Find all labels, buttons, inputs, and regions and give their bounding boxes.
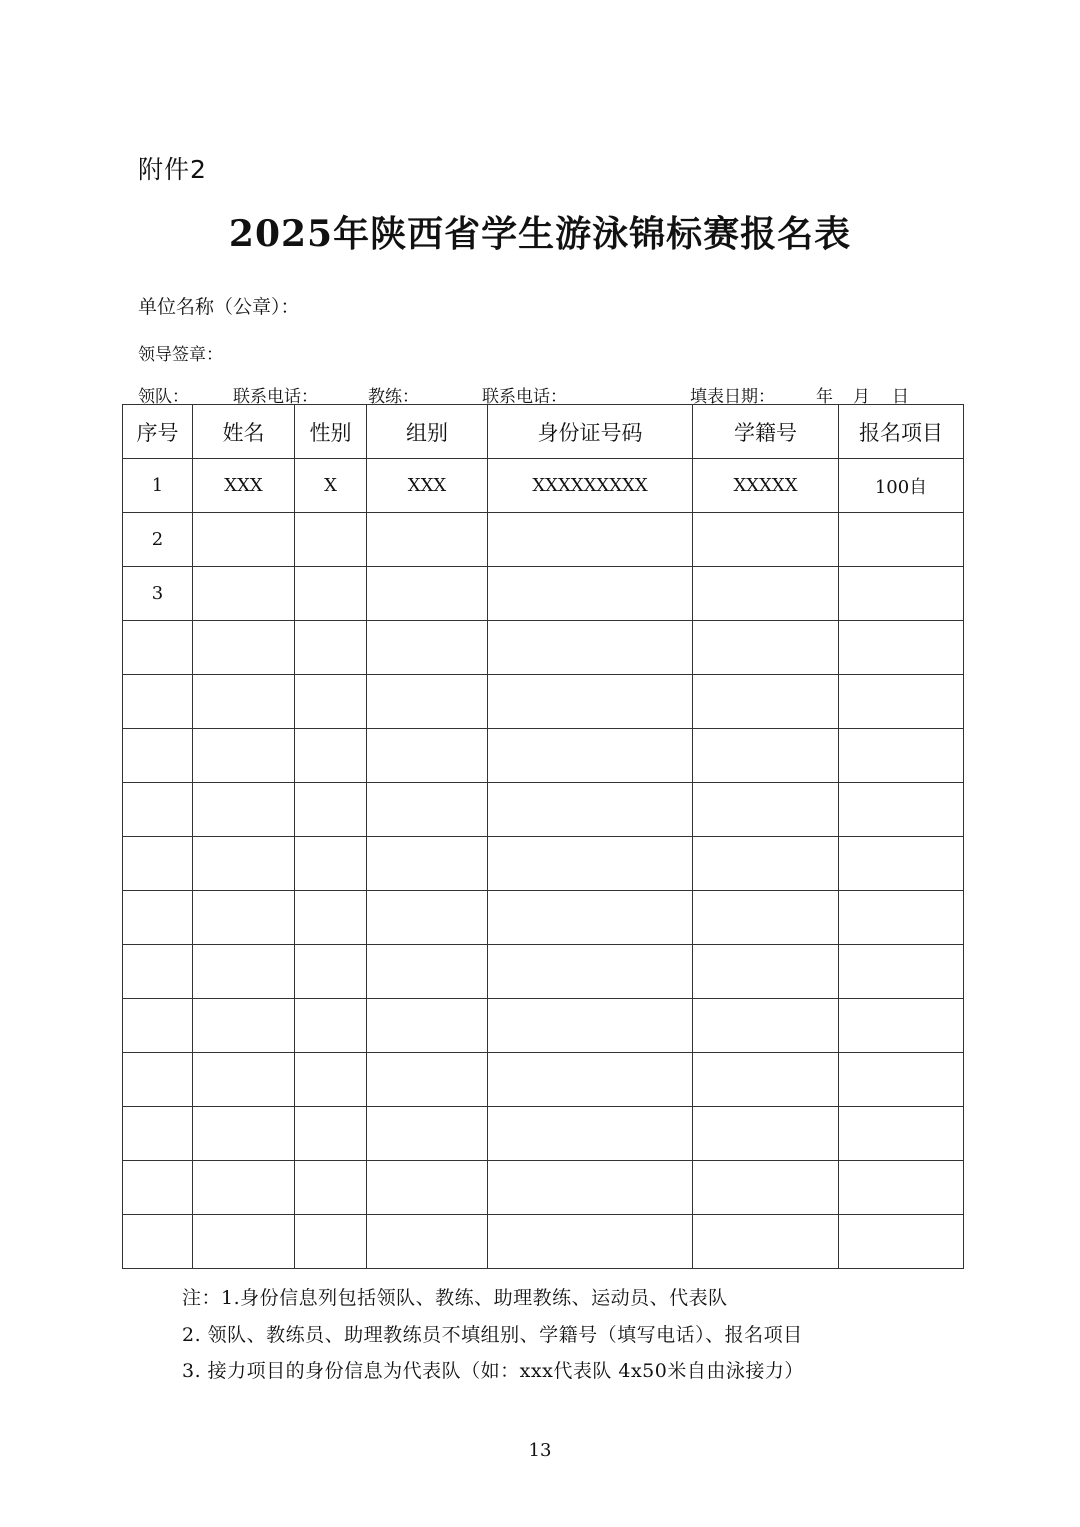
cell-group [367,1215,488,1269]
fill-date-field: 填表日期： [690,387,775,407]
cell-name [193,783,295,837]
note-line-3: 3. 接力项目的身份信息为代表队（如：xxx代表队 4x50米自由泳接力） [182,1360,804,1382]
cell-serial [123,1215,193,1269]
cell-events [839,729,964,783]
cell-id-number [488,513,693,567]
cell-group [367,1161,488,1215]
cell-id-number: XXXXXXXXX [488,459,693,513]
cell-gender [295,1053,367,1107]
cell-name [193,891,295,945]
cell-id-number [488,837,693,891]
table-row [123,729,964,783]
cell-events [839,513,964,567]
cell-events [839,1107,964,1161]
table-row [123,1107,964,1161]
cell-events [839,675,964,729]
cell-serial [123,675,193,729]
table-row [123,999,964,1053]
cell-gender [295,837,367,891]
cell-group [367,1107,488,1161]
cell-name [193,513,295,567]
cell-events [839,567,964,621]
cell-serial [123,945,193,999]
cell-serial [123,621,193,675]
cell-group [367,783,488,837]
cell-student-number: XXXXX [693,459,839,513]
cell-id-number [488,999,693,1053]
cell-group [367,1053,488,1107]
cell-student-number [693,675,839,729]
cell-gender: X [295,459,367,513]
team-leader-field: 领队： [138,387,189,407]
cell-id-number [488,567,693,621]
table-row [123,513,964,567]
cell-name [193,999,295,1053]
cell-events [839,837,964,891]
unit-name-field: 单位名称（公章）： [138,296,300,318]
cell-name [193,675,295,729]
cell-gender [295,1215,367,1269]
page-number: 13 [528,1440,552,1461]
date-day-label: 日 [892,387,909,407]
attachment-label: 附件2 [138,155,207,184]
cell-group [367,891,488,945]
cell-id-number [488,1107,693,1161]
cell-serial: 1 [123,459,193,513]
cell-events [839,999,964,1053]
cell-group [367,513,488,567]
header-gender: 性别 [295,405,367,459]
cell-group [367,729,488,783]
cell-group [367,999,488,1053]
date-year-label: 年 [816,387,833,407]
cell-gender [295,567,367,621]
table-row [123,675,964,729]
cell-id-number [488,621,693,675]
table-row [123,1215,964,1269]
cell-serial [123,999,193,1053]
cell-name [193,1161,295,1215]
table-header-row [123,405,964,459]
header-student-number: 学籍号 [693,405,839,459]
table-row [123,945,964,999]
table-row [123,783,964,837]
date-month-label: 月 [853,387,870,407]
cell-serial [123,1053,193,1107]
cell-events: 100自 [839,459,964,513]
cell-id-number [488,945,693,999]
cell-id-number [488,675,693,729]
cell-name [193,567,295,621]
header-serial: 序号 [123,405,193,459]
table-row [123,837,964,891]
cell-student-number [693,837,839,891]
cell-events [839,621,964,675]
cell-student-number [693,783,839,837]
cell-events [839,1161,964,1215]
cell-group: XXX [367,459,488,513]
cell-id-number [488,783,693,837]
phone-field-1: 联系电话： [233,387,318,407]
cell-name: XXX [193,459,295,513]
cell-id-number [488,729,693,783]
cell-events [839,783,964,837]
leader-signature-field: 领导签章： [138,345,223,365]
cell-id-number [488,891,693,945]
cell-gender [295,891,367,945]
cell-student-number [693,945,839,999]
header-name: 姓名 [193,405,295,459]
cell-gender [295,675,367,729]
table-row [123,567,964,621]
note-line-2: 2. 领队、教练员、助理教练员不填组别、学籍号（填写电话）、报名项目 [182,1324,803,1346]
document-title: 2025年陕西省学生游泳锦标赛报名表 [228,213,852,255]
cell-student-number [693,891,839,945]
cell-gender [295,945,367,999]
table-row [123,621,964,675]
cell-name [193,837,295,891]
cell-name [193,729,295,783]
header-events: 报名项目 [839,405,964,459]
cell-gender [295,999,367,1053]
cell-group [367,837,488,891]
cell-id-number [488,1161,693,1215]
cell-group [367,567,488,621]
cell-events [839,1053,964,1107]
coach-field: 教练： [368,387,419,407]
cell-student-number [693,513,839,567]
cell-events [839,945,964,999]
table-row [123,459,964,513]
cell-serial [123,1161,193,1215]
cell-name [193,945,295,999]
cell-student-number [693,729,839,783]
cell-student-number [693,1215,839,1269]
cell-events [839,891,964,945]
cell-serial [123,891,193,945]
cell-name [193,1053,295,1107]
table-row [123,1161,964,1215]
cell-serial: 2 [123,513,193,567]
cell-serial [123,1107,193,1161]
cell-serial [123,783,193,837]
cell-name [193,1215,295,1269]
cell-gender [295,621,367,675]
table-row [123,891,964,945]
cell-name [193,621,295,675]
cell-student-number [693,1161,839,1215]
phone-field-2: 联系电话： [482,387,567,407]
cell-id-number [488,1215,693,1269]
cell-gender [295,1161,367,1215]
cell-group [367,621,488,675]
cell-serial: 3 [123,567,193,621]
cell-student-number [693,999,839,1053]
registration-table [122,404,964,1269]
cell-gender [295,783,367,837]
cell-events [839,1215,964,1269]
cell-student-number [693,621,839,675]
header-group: 组别 [367,405,488,459]
note-line-1: 注：1.身份信息列包括领队、教练、助理教练、运动员、代表队 [182,1287,728,1309]
cell-group [367,945,488,999]
cell-student-number [693,1107,839,1161]
cell-group [367,675,488,729]
cell-gender [295,729,367,783]
table-row [123,1053,964,1107]
header-id-number: 身份证号码 [488,405,693,459]
cell-serial [123,729,193,783]
cell-student-number [693,567,839,621]
cell-serial [123,837,193,891]
cell-gender [295,513,367,567]
cell-gender [295,1107,367,1161]
cell-student-number [693,1053,839,1107]
cell-name [193,1107,295,1161]
cell-id-number [488,1053,693,1107]
